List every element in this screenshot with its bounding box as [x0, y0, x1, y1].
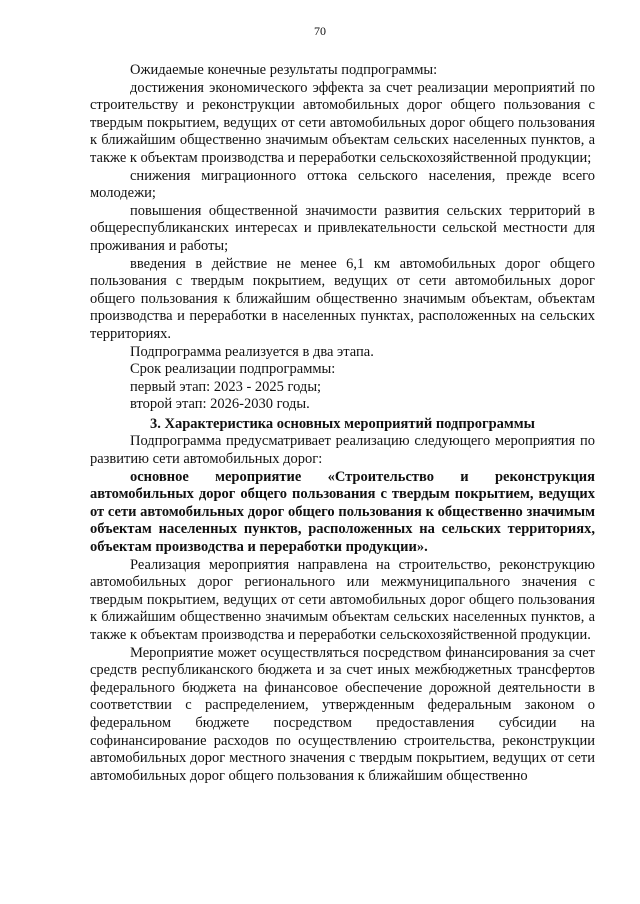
page-number: 70	[314, 24, 326, 38]
financing-paragraph: Мероприятие может осуществляться посредством финансирования за счет средств республиканского бюджета и за счет иных межбюджетных трансфертов федерального бюджета на финансовое обеспечение дорожной деятельности в соответствии с распределением, утвержденным федеральным законом о федеральном бюджете посредством предоставления субсидии на софинансирование расходов по осуществлению строительства, реконструкции автомобильных дорог местного значения с твердым покрытием, ведущих от сети автомобильных дорог общего пользования к ближайшим общественно	[90, 644, 595, 784]
section-heading: 3. Характеристика основных мероприятий подпрограммы	[150, 415, 535, 432]
result-significance-paragraph: повышения общественной значимости развития сельских территорий в общереспубликанских интересах и привлекательности сельской местности для проживания и работы;	[90, 202, 595, 254]
result-migration-paragraph: снижения миграционного оттока сельского населения, прежде всего молодежи;	[90, 167, 595, 202]
first-stage-paragraph: первый этап: 2023 - 2025 годы;	[130, 378, 322, 395]
stages-intro-paragraph: Подпрограмма реализуется в два этапа.	[130, 343, 374, 360]
page-content	[90, 62, 595, 785]
result-economic-effect-paragraph: достижения экономического эффекта за счет реализации мероприятий по строительству и реконструкции автомобильных дорог общего пользования с твердым покрытием, ведущих от сети автомобильных дорог общего пользования к ближайшим общественно значимым объектам сельских населенных пунктов, а также к объектам производства и переработки сельскохозяйственной продукции;	[90, 79, 595, 166]
term-intro-paragraph: Срок реализации подпрограммы:	[130, 361, 336, 378]
results-intro-paragraph: Ожидаемые конечные результаты подпрограммы:	[130, 62, 438, 78]
main-activity-paragraph: основное мероприятие «Строительство и реконструкция автомобильных дорог общего пользования с твердым покрытием, ведущих от сети автомобильных дорог общего пользования к общественно значимым объектам населенных пунктов, расположенных на сельских территориях, объектам производства и переработки продукции».	[90, 468, 595, 556]
activity-direction-paragraph: Реализация мероприятия направлена на строительство, реконструкцию автомобильных дорог регионального или межмуниципального значения с твердым покрытием, ведущих от сети автомобильных дорог общего пользования к ближайшим общественно значимым объектам сельских населенных пунктов, а также к объектам производства и переработки сельскохозяйственной продукции.	[90, 556, 595, 643]
activity-intro-paragraph: Подпрограмма предусматривает реализацию следующего мероприятия по развитию сети автомобильных дорог:	[90, 433, 595, 468]
result-roads-commissioning-paragraph: введения в действие не менее 6,1 км автомобильных дорог общего пользования с твердым покрытием, ведущих от сети автомобильных дорог общего пользования к ближайшим общественно значимым объектам, объектам производства и переработки в населенных пунктах, расположенных на сельских территориях.	[90, 255, 595, 342]
second-stage-paragraph: второй этап: 2026-2030 годы.	[130, 396, 310, 413]
